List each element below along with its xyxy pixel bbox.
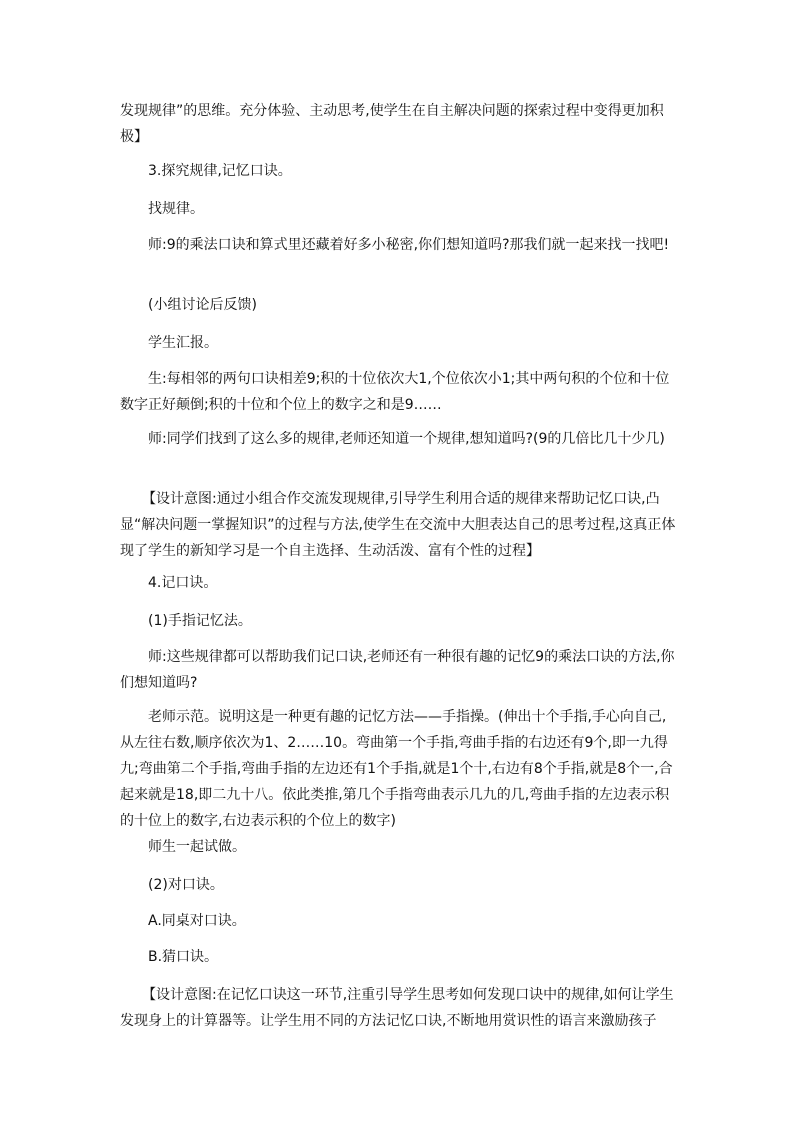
paragraph-intro-continuation: 发现规律”的思维。充分体验、主动思考,使学生在自主解决问题的探索过程中变得更加积极】 — [120, 103, 664, 145]
subheading-match-rhymes: (2)对口诀。 — [148, 877, 224, 893]
section-heading-memorize: 4.记口诀。 — [148, 575, 218, 591]
paragraph-teacher-finger-intro: 师:这些规律都可以帮助我们记口诀,老师还有一种很有趣的记忆9的乘法口诀的方法,你们想知道吗? — [120, 649, 675, 691]
list-item-b: B.猜口诀。 — [148, 949, 219, 965]
paragraph-group-discussion: (小组讨论后反馈) — [148, 297, 257, 313]
paragraph-student-answer: 生:每相邻的两句口诀相差9;积的十位依次大1,个位依次小1;其中两句积的个位和十位数字正好颠倒;积的十位和个位上的数字之和是9…… — [120, 371, 670, 413]
paragraph-design-intent-1: 【设计意图:通过小组合作交流发现规律,引导学生利用合适的规律来帮助记忆口诀,凸显“解决问题一掌握知识”的过程与方法,使学生在交流中大胆表达自己的思考过程,这真正体现了学生的新知学习是一个自主选择、生动活泼、富有个性的过程】 — [120, 491, 676, 559]
subheading-finger-method: (1)手指记忆法。 — [148, 613, 252, 629]
list-item-a: A.同桌对口诀。 — [148, 913, 246, 929]
paragraph-try-together: 师生一起试做。 — [148, 839, 246, 855]
paragraph-teacher-question: 师:9的乘法口诀和算式里还藏着好多小秘密,你们想知道吗?那我们就一起来找一找吧! — [148, 237, 670, 253]
paragraph-teacher-another-rule: 师:同学们找到了这么多的规律,老师还知道一个规律,想知道吗?(9的几倍比几十少几) — [148, 431, 665, 447]
section-heading-explore-rules: 3.探究规律,记忆口诀。 — [148, 163, 292, 179]
paragraph-teacher-demo: 老师示范。说明这是一种更有趣的记忆方法——手指操。(伸出十个手指,手心向自己,从左往右数,顺序依次为1、2……10。弯曲第一个手指,弯曲手指的右边还有9个,即一九得九;弯曲第二个手指,弯曲手指的左边还有1个手指,就是1个十,右边有8个手指,就是8个一,合起来就是18,即二九十八。依此类推,第几个手指弯曲表示几九的几,弯曲手指的左边表示积的十位上的数字,右边表示积的个位上的数字) — [120, 709, 673, 829]
paragraph-student-report: 学生汇报。 — [148, 335, 218, 351]
paragraph-design-intent-2: 【设计意图:在记忆口诀这一环节,注重引导学生思考如何发现口诀中的规律,如何让学生发现身上的计算器等。让学生用不同的方法记忆口诀,不断地用赏识性的语言来激励孩子 — [120, 987, 674, 1029]
subheading-find-rules: 找规律。 — [148, 201, 204, 217]
